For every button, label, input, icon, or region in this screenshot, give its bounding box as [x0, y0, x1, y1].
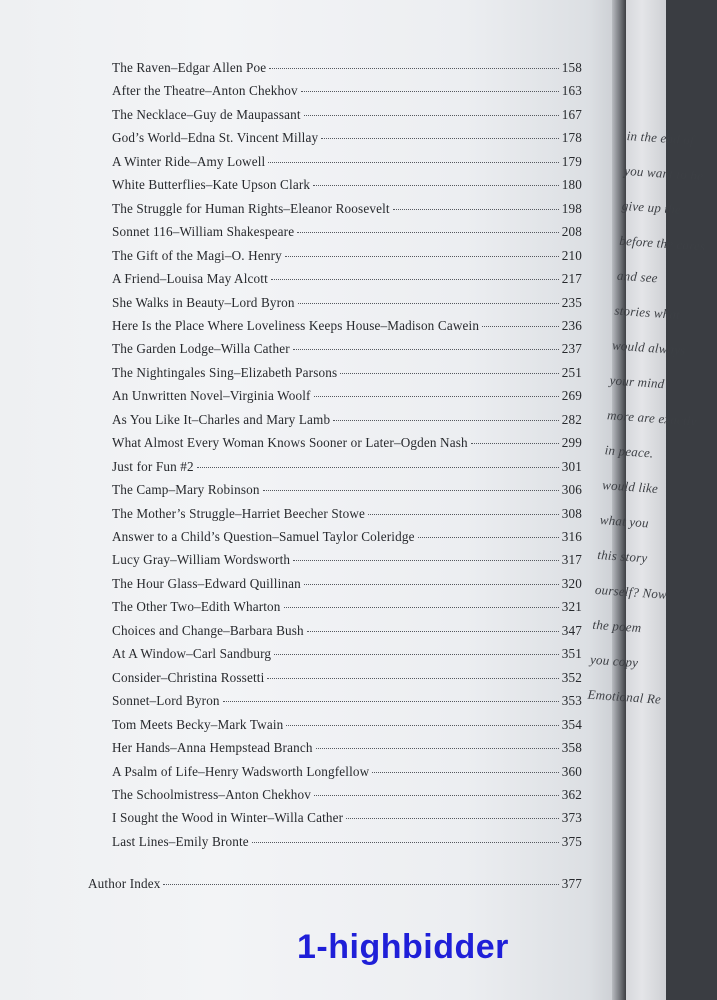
toc-entry-page-number: 354	[561, 716, 582, 732]
toc-entry-title: An Unwritten Novel–Virginia Woolf	[112, 388, 311, 404]
adjacent-page-line: would like	[601, 477, 659, 496]
adjacent-page-line: what you	[599, 512, 650, 531]
dot-leader	[293, 348, 559, 350]
toc-entry-title: The Raven–Edgar Allen Poe	[112, 60, 267, 75]
toc-entry-title: The Other Two–Edith Wharton	[112, 599, 281, 615]
adjacent-page-line: in the end of	[626, 127, 695, 148]
dot-leader	[268, 161, 558, 163]
toc-entry	[112, 459, 582, 479]
adjacent-page-line: in peace.	[604, 442, 654, 461]
dot-leader	[372, 771, 558, 773]
toc-entry-page-number: 208	[561, 224, 582, 240]
toc-entry-page-number: 251	[561, 364, 582, 380]
toc-entry	[112, 318, 582, 338]
toc-entry-page-number: 306	[561, 482, 582, 498]
toc-entry	[112, 482, 582, 502]
toc-entry-title: As You Like It–Charles and Mary Lamb	[112, 411, 331, 427]
toc-entry-title: Answer to a Child’s Question–Samuel Taylor Coleridge	[112, 529, 415, 544]
adjacent-page-line: give up the	[621, 197, 682, 217]
toc-entry	[112, 529, 582, 549]
toc-entry-title: God’s World–Edna St. Vincent Millay	[112, 130, 319, 146]
adjacent-page-line: this story	[596, 546, 648, 566]
toc-entry	[112, 740, 582, 760]
adjacent-page-line: would always	[611, 337, 687, 358]
toc-entry-title: A Winter Ride–Amy Lowell	[112, 153, 266, 169]
toc-entry-page-number: 317	[561, 552, 582, 568]
toc-entry	[112, 388, 582, 408]
adjacent-page-line: more are exactly	[606, 407, 698, 429]
toc-entry-page-number: 375	[561, 833, 582, 849]
toc-entry	[112, 670, 582, 690]
toc-entry-page-number: 377	[561, 876, 582, 891]
dot-leader	[263, 489, 559, 491]
toc-entry-title: The Nightingales Sing–Elizabeth Parsons	[112, 364, 338, 380]
toc-entry-title: Lucy Gray–William Wordsworth	[112, 552, 291, 568]
dot-leader	[316, 747, 559, 749]
toc-entry-title: The Mother’s Struggle–Harriet Beecher Stowe	[112, 505, 366, 521]
toc-entry-page-number: 217	[561, 271, 582, 287]
toc-entry-title: At A Window–Carl Sandburg	[112, 646, 272, 662]
toc-entry-title: The Schoolmistress–Anton Chekhov	[112, 786, 311, 802]
adjacent-page-line: your mind	[609, 372, 665, 392]
dot-leader	[418, 536, 559, 538]
adjacent-page	[587, 0, 706, 1000]
toc-entry-page-number: 351	[561, 646, 582, 662]
dot-leader	[346, 817, 559, 819]
toc-entry	[112, 717, 582, 737]
toc-entry-title: Author Index	[88, 876, 161, 891]
toc-entry	[112, 83, 582, 103]
toc-entry-title: Sonnet 116–William Shakespeare	[112, 224, 295, 240]
dot-leader	[307, 630, 559, 632]
toc-entry-title: She Walks in Beauty–Lord Byron	[112, 294, 295, 310]
toc-entry	[112, 646, 582, 666]
toc-entry-page-number: 237	[561, 341, 582, 357]
toc-entry-title: A Psalm of Life–Henry Wadsworth Longfellow	[112, 763, 370, 779]
toc-entry-title: I Sought the Wood in Winter–Willa Cather	[112, 810, 344, 826]
watermark: 1-highbidder	[297, 928, 509, 966]
adjacent-page-line: you copy	[589, 651, 639, 671]
dot-leader	[313, 184, 559, 186]
toc-entry-title: Tom Meets Becky–Mark Twain	[112, 716, 284, 732]
author-index-entry	[88, 876, 582, 896]
toc-entry-page-number: 320	[561, 575, 582, 591]
toc-entry	[112, 177, 582, 197]
dot-leader	[285, 255, 559, 257]
toc-entry-page-number: 236	[561, 317, 582, 333]
toc-entry	[112, 764, 582, 784]
toc-entry-page-number: 321	[561, 599, 582, 615]
toc-entry-page-number: 198	[561, 200, 582, 216]
dot-leader	[274, 653, 559, 655]
toc-entry-page-number: 352	[561, 669, 582, 685]
toc-entry-page-number: 235	[561, 294, 582, 310]
toc-entry	[112, 810, 582, 830]
toc-entry	[112, 834, 582, 854]
toc-entry	[112, 412, 582, 432]
adjacent-page-line: the poem	[592, 616, 642, 636]
toc-entry-page-number: 269	[561, 388, 582, 404]
toc-entry-title: Her Hands–Anna Hempstead Branch	[112, 740, 313, 756]
toc-entry-title: What Almost Every Woman Knows Sooner or Later–Ogden Nash	[112, 435, 468, 451]
toc-entry	[112, 787, 582, 807]
toc-entry-page-number: 373	[561, 810, 582, 826]
dot-leader	[271, 278, 559, 280]
toc-entry	[112, 154, 582, 174]
dot-leader	[471, 442, 559, 444]
dot-leader	[297, 231, 559, 233]
toc-entry	[112, 365, 582, 385]
dot-leader	[293, 559, 559, 561]
dot-leader	[269, 67, 558, 69]
toc-entry	[112, 506, 582, 526]
toc-entry-page-number: 282	[561, 411, 582, 427]
toc-entry	[112, 623, 582, 643]
toc-entry-page-number: 353	[561, 693, 582, 709]
toc-entry	[112, 224, 582, 244]
toc-entry-page-number: 299	[561, 435, 582, 451]
toc-entry-title: A Friend–Louisa May Alcott	[112, 271, 268, 287]
toc-entry-page-number: 362	[561, 786, 582, 802]
toc-entry	[112, 271, 582, 291]
dot-leader	[314, 794, 559, 796]
toc-entry-page-number: 308	[561, 505, 582, 521]
toc-entry-page-number: 316	[561, 529, 582, 544]
adjacent-page-line: and see	[616, 267, 659, 286]
adjacent-page-line: stories what	[614, 302, 681, 323]
toc-entry	[112, 60, 582, 80]
toc-entry	[112, 248, 582, 268]
toc-entry-title: The Garden Lodge–Willa Cather	[112, 341, 290, 357]
toc-entry-title: The Struggle for Human Rights–Eleanor Roosevelt	[112, 200, 390, 216]
dot-leader	[393, 208, 559, 210]
toc-entry-title: White Butterflies–Kate Upson Clark	[112, 177, 311, 193]
toc-entry-title: Sonnet–Lord Byron	[112, 693, 220, 709]
toc-entry-title: Here Is the Place Where Loveliness Keeps House–Madison Cawein	[112, 317, 480, 333]
toc-entry	[112, 693, 582, 713]
dot-leader	[333, 419, 559, 421]
toc-entry-page-number: 167	[561, 106, 582, 122]
dot-leader	[223, 700, 559, 702]
toc-entry-page-number: 180	[561, 177, 582, 193]
dot-leader	[314, 395, 559, 397]
dot-leader	[284, 606, 559, 608]
dot-leader	[304, 583, 559, 585]
toc-entry-page-number: 163	[561, 83, 582, 99]
toc-entry	[112, 341, 582, 361]
dot-leader	[482, 325, 559, 327]
toc-entry-title: Choices and Change–Barbara Bush	[112, 622, 304, 638]
dot-leader	[286, 724, 558, 726]
toc-entry-title: The Necklace–Guy de Maupassant	[112, 106, 301, 122]
adjacent-page-line: ourself? Now	[594, 581, 668, 602]
toc-entry-page-number: 347	[561, 622, 582, 638]
dot-leader	[368, 513, 559, 515]
toc-entry	[112, 552, 582, 572]
toc-entry-title: Consider–Christina Rossetti	[112, 669, 265, 685]
dot-leader	[321, 137, 559, 139]
adjacent-page-line: before the cares	[618, 232, 706, 254]
dot-leader	[163, 883, 558, 885]
toc-entry	[112, 201, 582, 221]
dot-leader	[304, 114, 559, 116]
toc-entry-page-number: 358	[561, 740, 582, 756]
toc-entry-page-number: 301	[561, 458, 582, 474]
toc-entry	[112, 435, 582, 455]
toc-entry	[112, 576, 582, 596]
toc-entry-page-number: 360	[561, 763, 582, 779]
adjacent-page-line: Emotional Re	[587, 686, 662, 707]
toc-entry-page-number: 158	[561, 60, 582, 75]
toc-entry-title: After the Theatre–Anton Chekhov	[112, 83, 298, 99]
toc-entry-title: Last Lines–Emily Bronte	[112, 833, 249, 849]
toc-entry	[112, 107, 582, 127]
toc-entry-page-number: 178	[561, 130, 582, 146]
toc-entry	[112, 599, 582, 619]
dot-leader	[197, 466, 559, 468]
dot-leader	[301, 90, 559, 92]
dot-leader	[340, 372, 559, 374]
toc-entry-title: The Hour Glass–Edward Quillinan	[112, 575, 301, 591]
dot-leader	[267, 677, 558, 679]
toc-entry-title: The Camp–Mary Robinson	[112, 482, 260, 498]
adjacent-page-line: you want to be	[623, 162, 704, 184]
toc-entry-title: Just for Fun #2	[112, 458, 194, 474]
dot-leader	[252, 841, 559, 843]
toc-entry	[112, 130, 582, 150]
dot-leader	[298, 302, 559, 304]
toc-entry-title: The Gift of the Magi–O. Henry	[112, 247, 282, 263]
toc-entry	[112, 295, 582, 315]
toc-entry-page-number: 210	[561, 247, 582, 263]
toc-entry-page-number: 179	[561, 153, 582, 169]
